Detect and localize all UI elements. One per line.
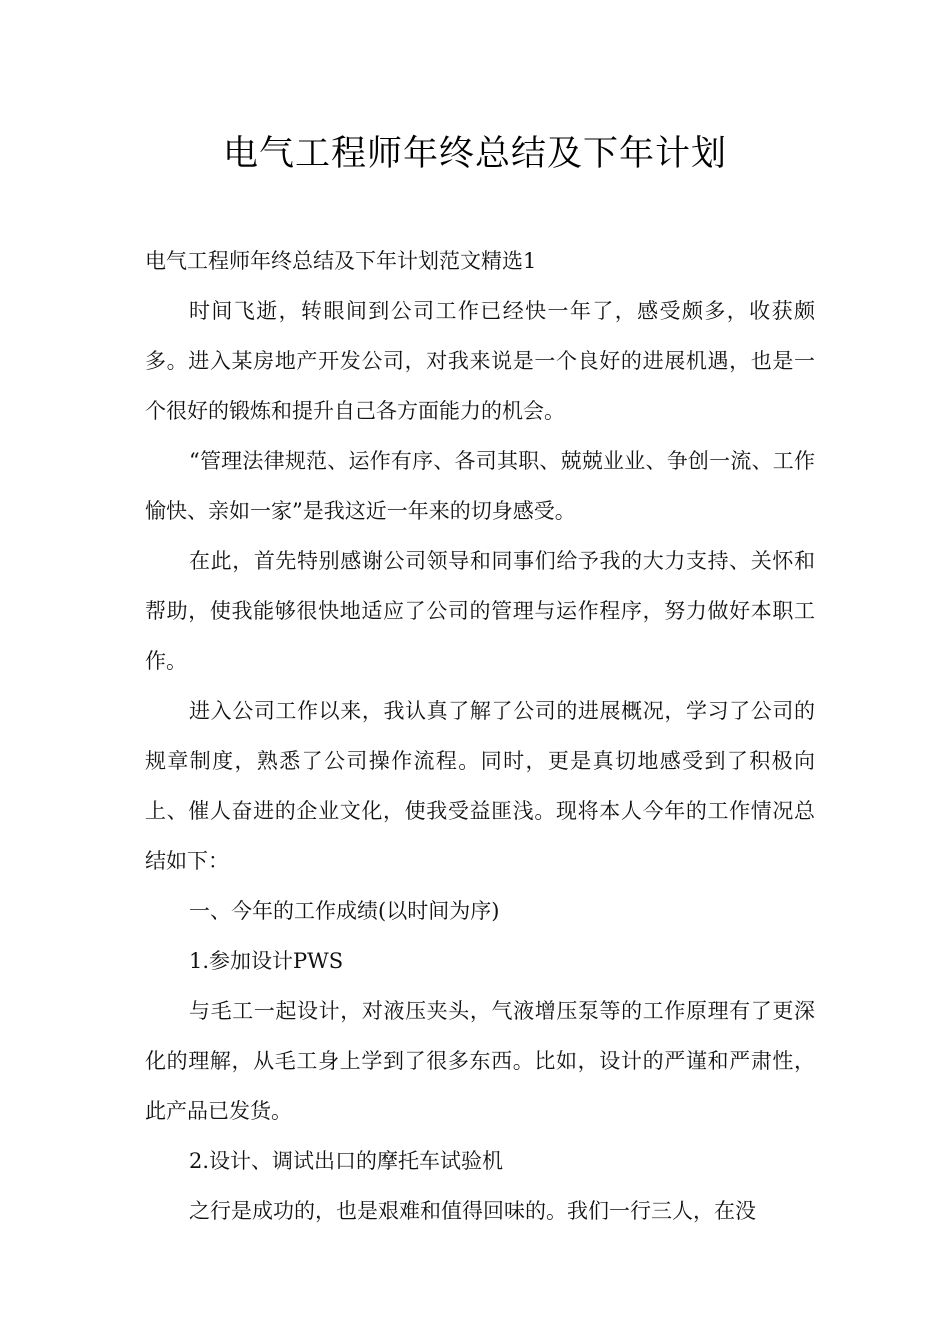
paragraph: “管理法律规范、运作有序、各司其职、兢兢业业、争创一流、工作愉快、亲如一家”是我这近一年来的切身感受。 [145,449,815,523]
paragraph: 进入公司工作以来，我认真了解了公司的进展概况，学习了公司的规章制度，熟悉了公司操作流程。同时，更是真切地感受到了积极向上、催人奋进的企业文化，使我受益匪浅。现将本人今年的工作情况总结如下： [145,699,815,873]
document-title: 电气工程师年终总结及下年计划 [222,134,727,174]
subheading: 一、今年的工作成绩(以时间为序) [189,899,500,923]
document-body [145,236,815,1236]
section-heading: 电气工程师年终总结及下年计划范文精选1 [145,249,537,273]
paragraph: 时间飞逝，转眼间到公司工作已经快一年了，感受颇多，收获颇多。进入某房地产开发公司，对我来说是一个良好的进展机遇，也是一个很好的锻炼和提升自己各方面能力的机会。 [145,299,815,423]
list-item-heading: 2.设计、调试出口的摩托车试验机 [189,1149,504,1173]
paragraph: 在此，首先特别感谢公司领导和同事们给予我的大力支持、关怀和帮助，使我能够很快地适应了公司的管理与运作程序，努力做好本职工作。 [145,549,815,673]
list-item-heading: 1.参加设计PWS [189,949,344,973]
paragraph: 与毛工一起设计，对液压夹头，气液增压泵等的工作原理有了更深化的理解，从毛工身上学到了很多东西。比如，设计的严谨和严肃性，此产品已发货。 [145,999,815,1123]
paragraph: 之行是成功的，也是艰难和值得回味的。我们一行三人，在没 [189,1199,756,1223]
